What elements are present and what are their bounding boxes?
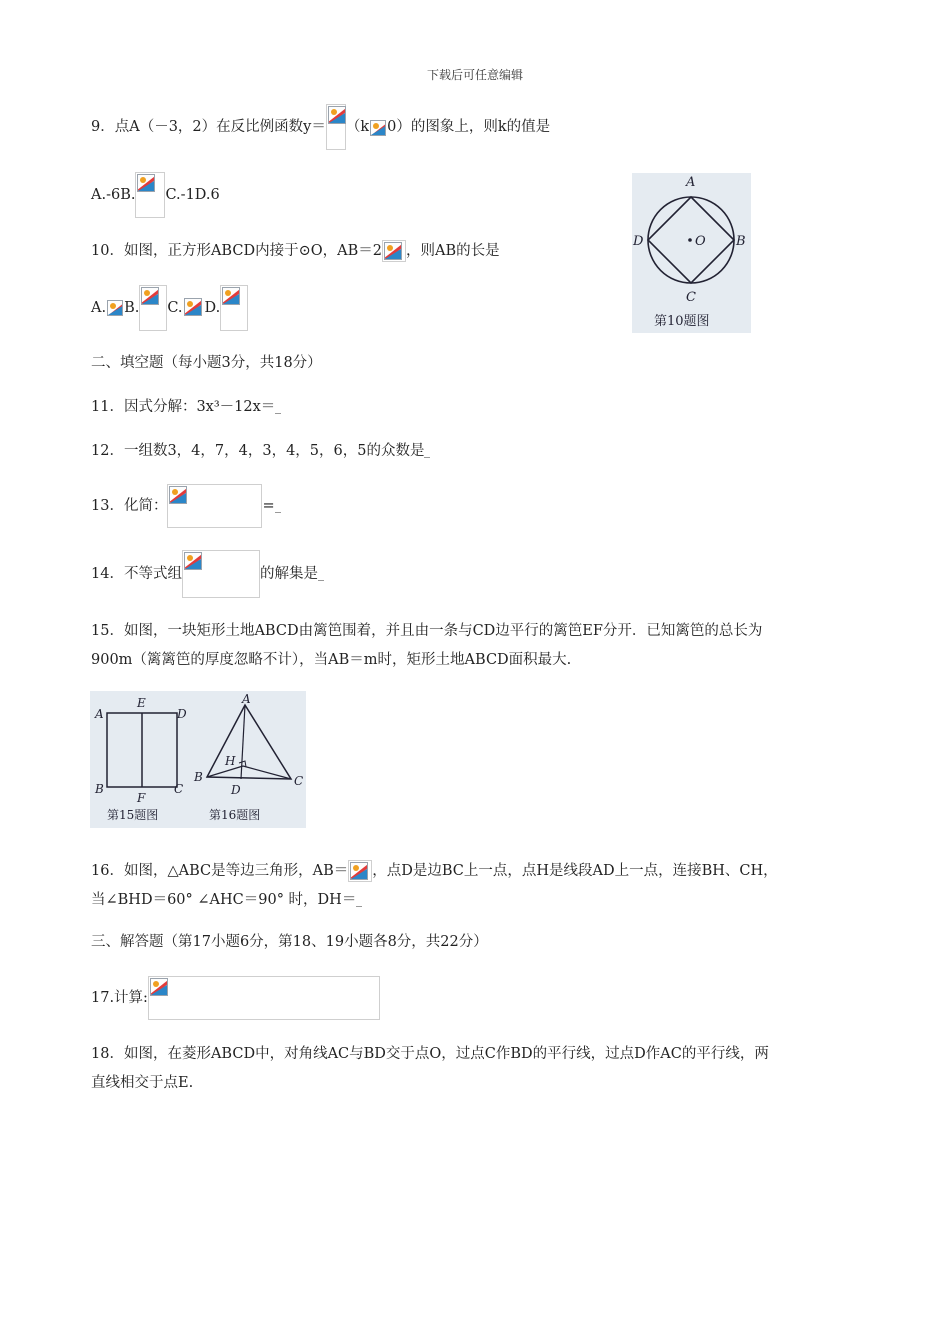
answer-blank <box>275 401 281 414</box>
q10-opt-d: D. <box>204 300 221 316</box>
q15-line-2: 900m（篱篱笆的厚度忽略不计），当AB＝m时，矩形土地ABCD面积最大. <box>91 652 572 668</box>
question-17 <box>91 976 380 1020</box>
question-13 <box>91 484 281 528</box>
formula-image-placeholder <box>348 860 372 882</box>
answer-blank <box>275 500 281 513</box>
fig15-label-b: B <box>95 782 104 796</box>
question-9 <box>91 104 550 150</box>
q10-text-b: ，则AB的长是 <box>405 243 500 259</box>
q15-line-1: 15．如图，一块矩形土地ABCD由篱笆围着，并且由一条与CD边平行的篱笆EF分开．已知篱笆的总长为 <box>91 623 763 639</box>
q10-text-a: 10．如图，正方形ABCD内接于⊙O，AB＝2 <box>91 243 382 259</box>
fig10-label-o: O <box>695 234 706 249</box>
formula-image-placeholder <box>220 285 248 331</box>
fig16-label-b: B <box>194 770 203 784</box>
q16-text-a: 16．如图，△ABC是等边三角形，AB＝ <box>91 863 349 879</box>
q9-text-a: 9．点A（－3，2）在反比例函数y＝ <box>91 119 326 135</box>
formula-image-placeholder <box>369 119 387 135</box>
fig15-label-e: E <box>137 696 146 710</box>
q13-text-b: = <box>262 498 275 514</box>
formula-image-placeholder <box>167 484 262 528</box>
formula-image-placeholder <box>106 299 124 317</box>
q16-line-1 <box>91 860 778 882</box>
question-10 <box>91 240 500 262</box>
formula-image-placeholder <box>382 240 406 262</box>
formula-image-placeholder <box>326 104 346 150</box>
fig16-label-d: D <box>231 783 241 797</box>
formula-image-placeholder <box>135 172 165 218</box>
fig16-label-h: H <box>225 754 236 768</box>
fig10-label-a: A <box>686 175 696 190</box>
question-12 <box>91 441 430 461</box>
q17-text: 17.计算: <box>91 990 148 1006</box>
figure-10 <box>632 173 751 333</box>
q16-line-2-text: 当∠BHD＝60° ∠AHC＝90° 时，DH＝ <box>91 892 357 908</box>
figures-15-16 <box>90 691 306 828</box>
formula-image-placeholder <box>139 285 167 331</box>
question-14 <box>91 550 324 598</box>
q9-text-c: 0）的图象上，则k的值是 <box>387 119 551 135</box>
answer-blank <box>318 568 324 581</box>
q9-options-a: A.-6B. <box>91 187 136 203</box>
answer-blank <box>424 445 430 458</box>
q14-text-a: 14．不等式组 <box>91 566 182 582</box>
page-header: 下载后可任意编辑 <box>426 68 523 82</box>
q10-opt-a: A. <box>91 300 107 316</box>
q18-line-1: 18．如图，在菱形ABCD中，对角线AC与BD交于点O，过点C作BD的平行线，过点D作AC的平行线，两 <box>91 1046 769 1062</box>
question-11 <box>91 397 281 417</box>
answer-blank <box>356 894 362 907</box>
q13-text-a: 13．化简： <box>91 498 168 514</box>
q9-text-b: （k <box>345 119 370 135</box>
q12-text: 12．一组数3，4，7，4，3，4，5，6，5的众数是 <box>91 443 425 459</box>
fig10-label-c: C <box>686 290 696 305</box>
fig15-caption: 第15题图 <box>107 808 159 822</box>
fig15-label-f: F <box>137 791 146 805</box>
q14-text-b: 的解集是 <box>259 566 318 582</box>
q11-text: 11．因式分解：3x³－12x＝ <box>91 399 276 415</box>
fig16-label-a: A <box>242 692 251 706</box>
q18-line-2: 直线相交于点E. <box>91 1075 194 1091</box>
fig10-caption: 第10题图 <box>654 314 710 329</box>
q9-options <box>91 172 220 218</box>
fig16-caption: 第16题图 <box>209 808 261 822</box>
q16-line-2 <box>91 890 362 910</box>
fig15-label-c: C <box>174 782 184 796</box>
formula-image-placeholder <box>182 550 260 598</box>
section-2-heading: 二、填空题（每小题3分，共18分） <box>91 355 322 371</box>
q10-options <box>91 285 248 331</box>
q10-opt-c: C. <box>167 300 183 316</box>
formula-image-placeholder <box>183 297 205 319</box>
fig15-label-d: D <box>177 707 187 721</box>
q10-opt-b: B. <box>124 300 140 316</box>
fig10-label-d: D <box>633 234 644 249</box>
fig16-label-c: C <box>294 774 304 788</box>
fig10-label-b: B <box>736 234 746 249</box>
q16-text-b: ，点D是边BC上一点，点H是线段AD上一点，连接BH、CH， <box>372 863 778 879</box>
section-3-heading: 三、解答题（第17小题6分，第18、19小题各8分，共22分） <box>91 934 488 950</box>
fig15-label-a: A <box>95 707 104 721</box>
q9-options-b: C.-1D.6 <box>165 187 220 203</box>
formula-image-placeholder <box>148 976 380 1020</box>
